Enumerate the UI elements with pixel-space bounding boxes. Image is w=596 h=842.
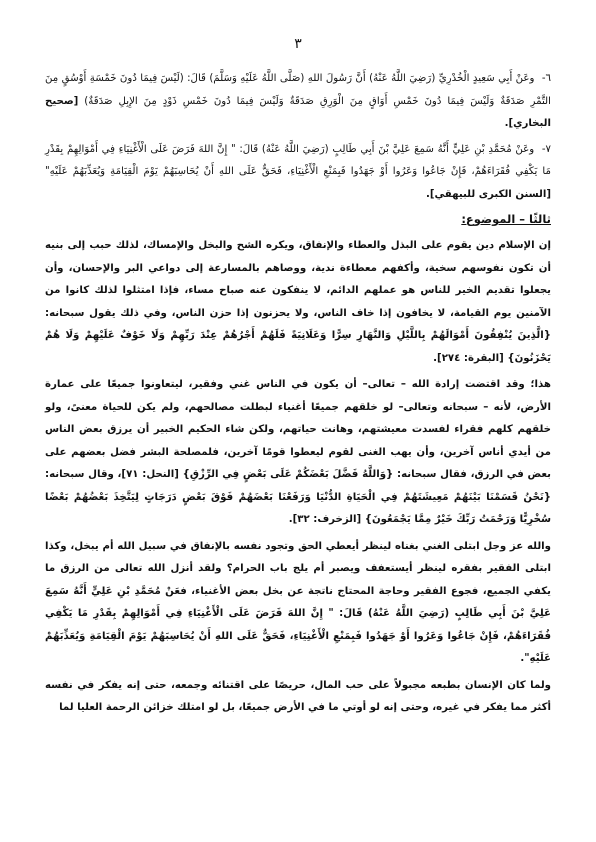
paragraph-2: هذا؛ وقد اقتضت إرادة الله – تعالى– أن يكون في الناس غني وفقير، ليتعاونوا جميعًا على عمارة الأرض، لأنه – سبحانه وتعالى– لو خلقهم جميعًا أغنياء لبطلت مصالحهم، ولم يكن للحياة معنىً، ولو خلقهم كلهم فقراء لفسدت معيشتهم، وهانت حياتهم، ولكن شاء الحكيم الخبير أن يرزق بعض الناس من أيدي أناس آخرين، وأن يهب الغنى لقوم ليعطوا قومًا آخرين، فلمصلحة البشر فضل بعضهم على بعض في الرزق، فقال سبحانه: {وَاللَّهُ فَضَّلَ بَعْضَكُمْ عَلَى بَعْضٍ فِي الرِّزْقِ} [النحل: ٧١]، وقال سبحانه: {نَحْنُ قَسَمْنَا بَيْنَهُمْ مَعِيشَتَهُمْ فِي الْحَيَاةِ الدُّنْيَا وَرَفَعْنَا بَعْضَهُمْ فَوْقَ بَعْضٍ دَرَجَاتٍ لِيَتَّخِذَ بَعْضُهُمْ بَعْضًا سُخْرِيًّا وَرَحْمَتُ رَبِّكَ خَيْرٌ مِمَّا يَجْمَعُونَ} [الزخرف: ٣٢]. (45, 379, 551, 525)
paragraph-4: ولما كان الإنسان بطبعه مجبولاً على حب المال، حريصًا على اقتنائه وجمعه، حتى إنه يفكر في نفسه أكثر مما يفكر في غيره، وحتى إنه لو أوتي ما في الأرض جميعًا، بل لو امتلك خزائن الرحمة العليا لما (45, 679, 551, 713)
hadith-number: ٦- (541, 73, 551, 84)
hadith-text: وعَنْ مُحَمَّدِ بْنِ عَلِيٍّ أَنَّهُ سَمِعَ عَلِيَّ بْنَ أَبِي طَالِبٍ (رَضِيَ اللَّهُ عَنْهُ) قَالَ: " إِنَّ اللهَ فَرَضَ عَلَى الْأَغْنِيَاءِ فِي أَمْوَالِهِمْ بِقَدْرِ مَا يَكْفِي فُقَرَاءَهُمْ، فَإِنْ جَاعُوا وَعَرُوا أَوْ جَهَدُوا فَبِمَنْعِ الْأَغْنِيَاءِ، فَحَقٌّ عَلَى اللهِ أَنْ يُحَاسِبَهُمْ يَوْمَ الْقِيَامَةِ وَيُعَذِّبَهُمْ عَلَيْهِ" (45, 143, 551, 177)
section-heading: ثالثًا – الموضوع: (461, 212, 551, 226)
hadith-source: [صحيح البخاري]. (45, 95, 551, 129)
hadith-number: ٧- (541, 143, 551, 155)
paragraph-3: والله عز وجل ابتلى الغني بغناه لينظر أيعطي الحق وتجود نفسه بالإنفاق في سبيل الله أم يبخل، وكذا ابتلى الفقير بفقره لينظر أيستعفف ويصبر أم يلج باب الحرام؟ ولقد أنزل الله تعالى من الرزق ما يكفي الجميع، فجوع الفقير وحاجة المحتاج ناتجة عن بخل بعض الأغنياء، فعَنْ مُحَمَّدِ بْنِ عَلِيٍّ أَنَّهُ سَمِعَ عَلِيَّ بْنَ أَبِي طَالِبٍ (رَضِيَ اللَّهُ عَنْهُ) قَالَ: " إِنَّ اللهَ فَرَضَ عَلَى الْأَغْنِيَاءِ فِي أَمْوَالِهِمْ بِقَدْرِ مَا يَكْفِي فُقَرَاءَهُمْ، فَإِنْ جَاعُوا وَعَرُوا أَوْ جَهَدُوا فَبِمَنْعِ الْأَغْنِيَاءِ، فَحَقٌّ عَلَى اللهِ أَنْ يُحَاسِبَهُمْ يَوْمَ الْقِيَامَةِ وَيُعَذِّبَهُمْ عَلَيْهِ". (45, 540, 551, 664)
hadith-source: [السنن الكبرى للبيهقي]. (425, 188, 551, 200)
page-number: ٣ (294, 36, 302, 52)
paragraph-1: إن الإسلام دين يقوم على البذل والعطاء والإنفاق، ويكره الشح والبخل والإمساك، لذلك حبب إلى بنيه أن تكون نفوسهم سخية، وأكفهم معطاءة ندية، ووصاهم بالمسارعة إلى دواعي البر والإحسان، وأن يجعلوا تقديم الخير للناس هو عملهم الدائم، لا ينفكون عنه صباح مساء، فإذا امتثلوا لذلك كانوا من الآمنين يوم القيامة، لا يخافون إذا خاف الناس، ولا يحزنون إذا حزن الناس، وفي ذلك يقول سبحانه: {الَّذِينَ يُنْفِقُونَ أَمْوَالَهُمْ بِاللَّيْلِ وَالنَّهَارِ سِرًّا وَعَلَانِيَةً فَلَهُمْ أَجْرُهُمْ عِنْدَ رَبِّهِمْ وَلَا خَوْفٌ عَلَيْهِمْ وَلَا هُمْ يَحْزَنُونَ} [البقرة: ٢٧٤]. (45, 240, 551, 364)
hadith-text: وعَنْ أَبِي سَعِيدٍ الْخُدْرِيِّ (رَضِيَ اللَّهُ عَنْهُ) أَنَّ رَسُولَ اللهِ (صَلَّى اللَّهُ عَلَيْهِ وَسَلَّمَ) قَالَ: (لَيْسَ فِيمَا دُونَ خَمْسَةِ أَوْسُقٍ مِنَ التَّمْرِ صَدَقَةٌ وَلَيْسَ فِيمَا دُونَ خَمْسِ أَوَاقٍ مِنَ الْوَرِقِ صَدَقَةٌ وَلَيْسَ فِيمَا دُونَ خَمْسِ ذَوْدٍ مِنَ الإِبِلِ صَدَقَةٌ) (45, 73, 551, 107)
hadith-item-7 (45, 139, 551, 207)
hadith-item-6 (45, 68, 551, 136)
